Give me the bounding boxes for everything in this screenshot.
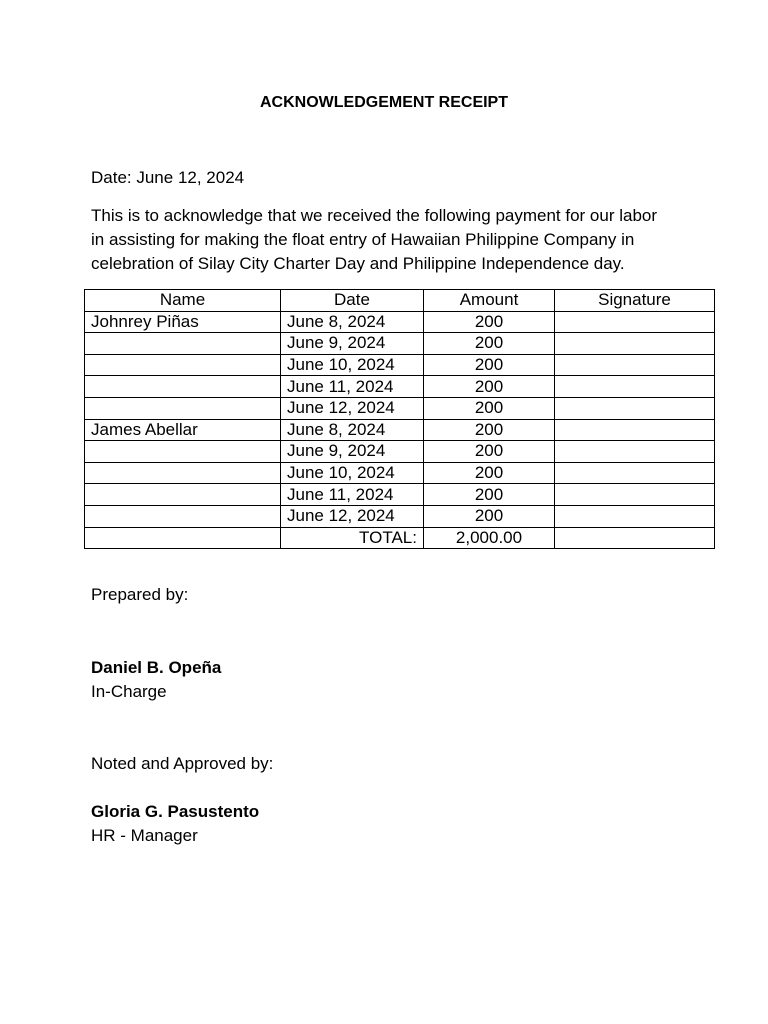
cell-signature xyxy=(555,311,715,333)
document-title: ACKNOWLEDGEMENT RECEIPT xyxy=(260,94,508,111)
cell-name xyxy=(85,505,281,527)
cell-name xyxy=(85,441,281,463)
cell-date: June 10, 2024 xyxy=(281,354,424,376)
cell-amount: 200 xyxy=(424,419,555,441)
cell-name xyxy=(85,376,281,398)
total-value: 2,000.00 xyxy=(424,527,555,549)
header-date: Date xyxy=(281,290,424,312)
cell-name xyxy=(85,354,281,376)
paragraph-line: This is to acknowledge that we received the following payment for our labor xyxy=(91,206,658,225)
cell-signature xyxy=(555,397,715,419)
table-header-row xyxy=(85,290,715,312)
table-row xyxy=(85,441,715,463)
table-row xyxy=(85,505,715,527)
cell-amount: 200 xyxy=(424,462,555,484)
table-row xyxy=(85,462,715,484)
cell-date: June 11, 2024 xyxy=(281,376,424,398)
header-signature: Signature xyxy=(555,290,715,312)
cell-amount: 200 xyxy=(424,505,555,527)
cell-name: Johnrey Piñas xyxy=(85,311,281,333)
cell-signature xyxy=(555,441,715,463)
cell-name xyxy=(85,333,281,355)
table-row xyxy=(85,354,715,376)
cell-signature xyxy=(555,505,715,527)
cell-amount: 200 xyxy=(424,397,555,419)
cell-name xyxy=(85,462,281,484)
table-row xyxy=(85,484,715,506)
cell-empty xyxy=(85,527,281,549)
header-name: Name xyxy=(85,290,281,312)
cell-amount: 200 xyxy=(424,441,555,463)
cell-name xyxy=(85,484,281,506)
noted-approved-name: Gloria G. Pasustento xyxy=(91,802,260,821)
cell-amount: 200 xyxy=(424,354,555,376)
noted-approved-role: HR - Manager xyxy=(91,826,198,845)
cell-date: June 8, 2024 xyxy=(281,419,424,441)
payment-table xyxy=(84,289,715,549)
total-label: TOTAL: xyxy=(281,527,424,549)
cell-signature xyxy=(555,419,715,441)
cell-date: June 9, 2024 xyxy=(281,441,424,463)
cell-date: June 8, 2024 xyxy=(281,311,424,333)
cell-signature xyxy=(555,484,715,506)
table-row xyxy=(85,333,715,355)
cell-date: June 11, 2024 xyxy=(281,484,424,506)
cell-signature xyxy=(555,333,715,355)
cell-amount: 200 xyxy=(424,484,555,506)
cell-signature xyxy=(555,462,715,484)
total-row xyxy=(85,527,715,549)
cell-signature xyxy=(555,354,715,376)
table-row xyxy=(85,419,715,441)
prepared-by-name: Daniel B. Opeña xyxy=(91,658,222,677)
cell-date: June 12, 2024 xyxy=(281,505,424,527)
cell-name xyxy=(85,397,281,419)
table-row xyxy=(85,376,715,398)
cell-empty xyxy=(555,527,715,549)
cell-date: June 10, 2024 xyxy=(281,462,424,484)
table-row xyxy=(85,311,715,333)
paragraph-line: in assisting for making the float entry of Hawaiian Philippine Company in xyxy=(91,230,635,249)
cell-amount: 200 xyxy=(424,376,555,398)
cell-amount: 200 xyxy=(424,333,555,355)
paragraph-line: celebration of Silay City Charter Day and Philippine Independence day. xyxy=(91,254,625,273)
cell-date: June 9, 2024 xyxy=(281,333,424,355)
header-amount: Amount xyxy=(424,290,555,312)
cell-name: James Abellar xyxy=(85,419,281,441)
noted-approved-label: Noted and Approved by: xyxy=(91,754,274,773)
cell-date: June 12, 2024 xyxy=(281,397,424,419)
prepared-by-label: Prepared by: xyxy=(91,585,189,604)
cell-signature xyxy=(555,376,715,398)
table-row xyxy=(85,397,715,419)
prepared-by-role: In-Charge xyxy=(91,682,167,701)
cell-amount: 200 xyxy=(424,311,555,333)
receipt-date: Date: June 12, 2024 xyxy=(91,168,245,187)
acknowledgement-paragraph xyxy=(91,204,701,276)
